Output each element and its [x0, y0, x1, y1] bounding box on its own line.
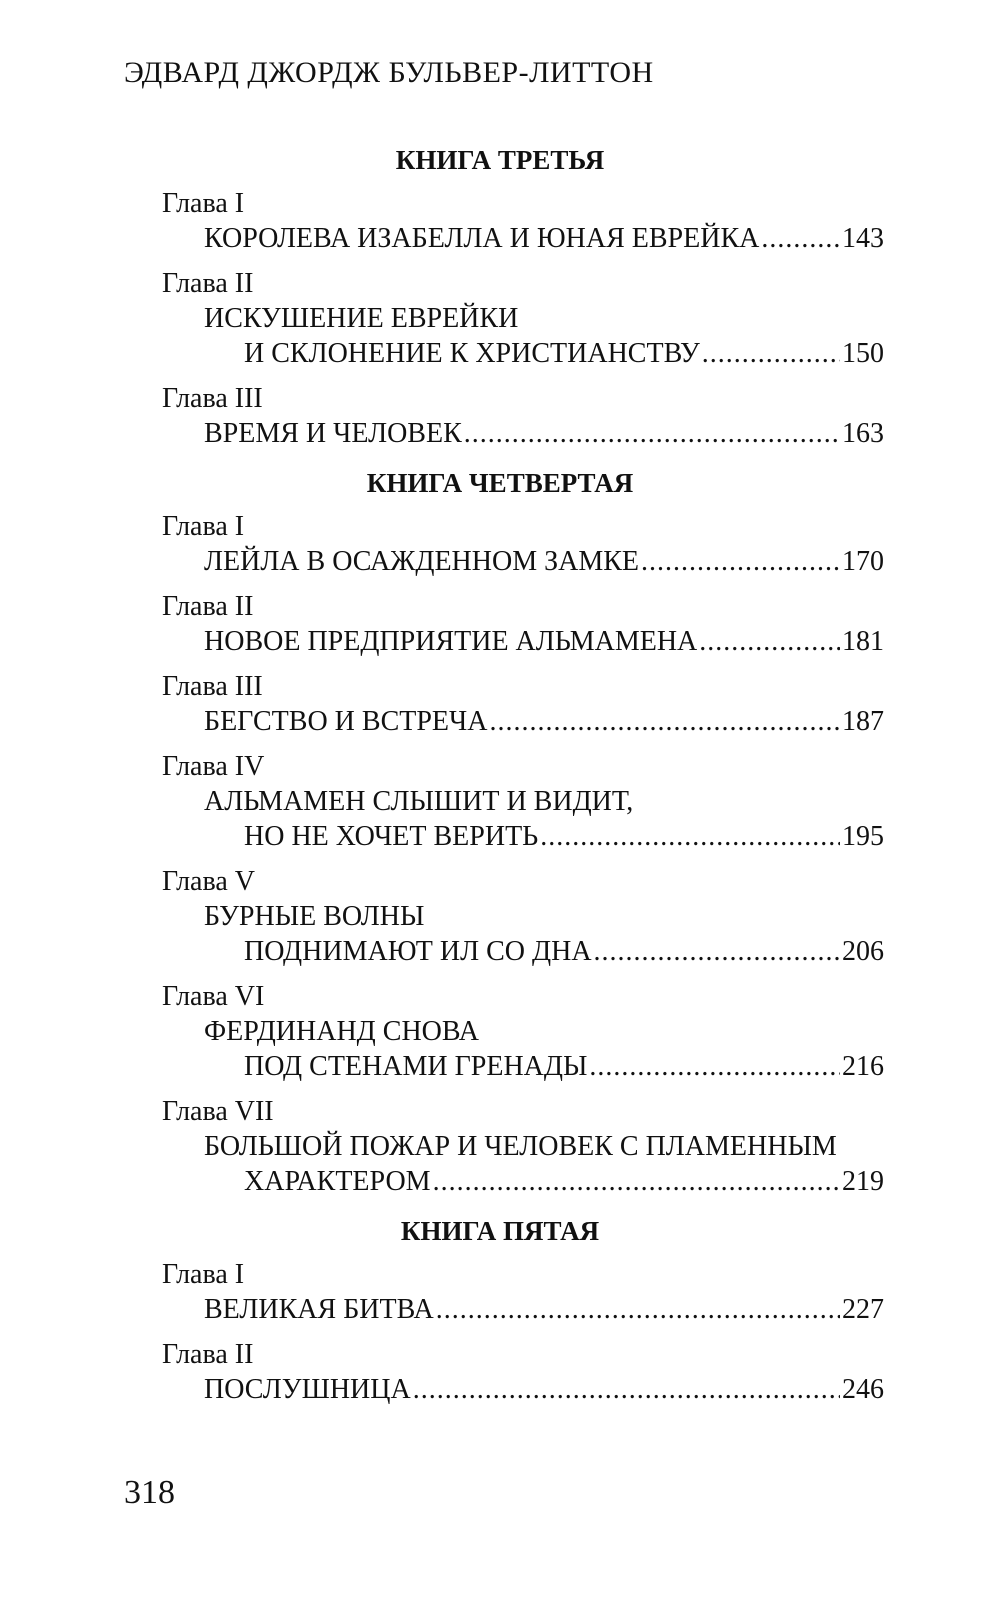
chapter-title-line [204, 1014, 884, 1049]
toc-chapter [0, 381, 1000, 451]
chapter-page-number: 216 [842, 1051, 884, 1082]
chapter-page-number: 187 [842, 706, 884, 737]
toc-chapter [0, 979, 1000, 1084]
chapter-title: ХАРАКТЕРОМ [244, 1166, 431, 1197]
chapter-title-line [204, 1129, 884, 1164]
dot-leader [699, 624, 840, 659]
table-of-contents [0, 140, 1000, 1419]
dot-leader [413, 1372, 840, 1407]
chapter-title: ЛЕЙЛА В ОСАЖДЕННОМ ЗАМКЕ [204, 546, 640, 577]
chapter-title: ПОД СТЕНАМИ ГРЕНАДЫ [244, 1051, 588, 1082]
chapter-label: Глава I [162, 1259, 245, 1290]
dot-leader [589, 1049, 840, 1084]
chapter-label: Глава II [162, 1339, 254, 1370]
chapter-title: НОВОЕ ПРЕДПРИЯТИЕ АЛЬМАМЕНА [204, 626, 698, 657]
toc-book-section [0, 1211, 1000, 1407]
toc-entry-line [244, 336, 884, 371]
toc-book-section [0, 463, 1000, 1199]
chapter-label: Глава III [162, 671, 263, 702]
toc-chapter [0, 1094, 1000, 1199]
toc-book-section [0, 140, 1000, 451]
toc-chapter [0, 589, 1000, 659]
chapter-title: НО НЕ ХОЧЕТ ВЕРИТЬ [244, 821, 539, 852]
chapter-page-number: 143 [842, 223, 884, 254]
chapter-label: Глава V [162, 866, 255, 897]
chapter-title-line [204, 899, 884, 934]
chapter-title: И СКЛОНЕНИЕ К ХРИСТИАНСТВУ [244, 338, 700, 369]
dot-leader [761, 221, 840, 256]
chapter-title-line [204, 301, 884, 336]
chapter-label: Глава VII [162, 1096, 274, 1127]
dot-leader [464, 416, 840, 451]
dot-leader [641, 544, 840, 579]
toc-chapter [0, 1257, 1000, 1327]
chapter-title: БУРНЫЕ ВОЛНЫ [204, 901, 425, 932]
chapter-title: КОРОЛЕВА ИЗАБЕЛЛА И ЮНАЯ ЕВРЕЙКА [204, 223, 760, 254]
toc-entry-line [204, 544, 884, 579]
toc-chapter [0, 669, 1000, 739]
toc-chapter [0, 186, 1000, 256]
toc-entry-line [204, 1372, 884, 1407]
toc-entry-line [204, 221, 884, 256]
chapter-page-number: 206 [842, 936, 884, 967]
chapter-title: ФЕРДИНАНД СНОВА [204, 1016, 480, 1047]
chapter-title: ВЕЛИКАЯ БИТВА [204, 1294, 434, 1325]
chapter-label: Глава I [162, 188, 245, 219]
toc-entry-line [204, 416, 884, 451]
toc-chapter [0, 266, 1000, 371]
chapter-title: АЛЬМАМЕН СЛЫШИТ И ВИДИТ, [204, 786, 634, 817]
book-title: КНИГА ТРЕТЬЯ [395, 145, 605, 175]
book-title: КНИГА ПЯТАЯ [400, 1216, 600, 1246]
toc-entry-line [204, 1292, 884, 1327]
dot-leader [489, 704, 840, 739]
chapter-page-number: 163 [842, 418, 884, 449]
chapter-label: Глава II [162, 268, 254, 299]
chapter-label: Глава III [162, 383, 263, 414]
dot-leader [436, 1292, 840, 1327]
toc-entry-line [244, 1164, 884, 1199]
running-head: ЭДВАРД ДЖОРДЖ БУЛЬВЕР-ЛИТТОН [124, 56, 654, 89]
chapter-label: Глава IV [162, 751, 265, 782]
toc-chapter [0, 1337, 1000, 1407]
dot-leader [433, 1164, 840, 1199]
chapter-title: ВРЕМЯ И ЧЕЛОВЕК [204, 418, 462, 449]
chapter-page-number: 219 [842, 1166, 884, 1197]
chapter-title: ПОДНИМАЮТ ИЛ СО ДНА [244, 936, 592, 967]
dot-leader [702, 336, 840, 371]
dot-leader [594, 934, 840, 969]
toc-entry-line [204, 624, 884, 659]
chapter-title-line [204, 784, 884, 819]
chapter-title: БОЛЬШОЙ ПОЖАР И ЧЕЛОВЕК С ПЛАМЕННЫМ [204, 1131, 837, 1162]
chapter-label: Глава II [162, 591, 254, 622]
chapter-label: Глава I [162, 511, 245, 542]
chapter-page-number: 170 [842, 546, 884, 577]
chapter-title: ИСКУШЕНИЕ ЕВРЕЙКИ [204, 303, 519, 334]
chapter-label: Глава VI [162, 981, 265, 1012]
chapter-page-number: 246 [842, 1374, 884, 1405]
toc-entry-line [244, 1049, 884, 1084]
toc-chapter [0, 864, 1000, 969]
chapter-page-number: 195 [842, 821, 884, 852]
dot-leader [540, 819, 840, 854]
book-title: КНИГА ЧЕТВЕРТАЯ [366, 468, 634, 498]
toc-entry-line [244, 934, 884, 969]
chapter-page-number: 150 [842, 338, 884, 369]
chapter-title: ПОСЛУШНИЦА [204, 1374, 411, 1405]
page-number: 318 [124, 1474, 175, 1511]
chapter-page-number: 181 [842, 626, 884, 657]
chapter-page-number: 227 [842, 1294, 884, 1325]
toc-chapter [0, 509, 1000, 579]
toc-entry-line [204, 704, 884, 739]
chapter-title: БЕГСТВО И ВСТРЕЧА [204, 706, 488, 737]
toc-chapter [0, 749, 1000, 854]
toc-entry-line [244, 819, 884, 854]
